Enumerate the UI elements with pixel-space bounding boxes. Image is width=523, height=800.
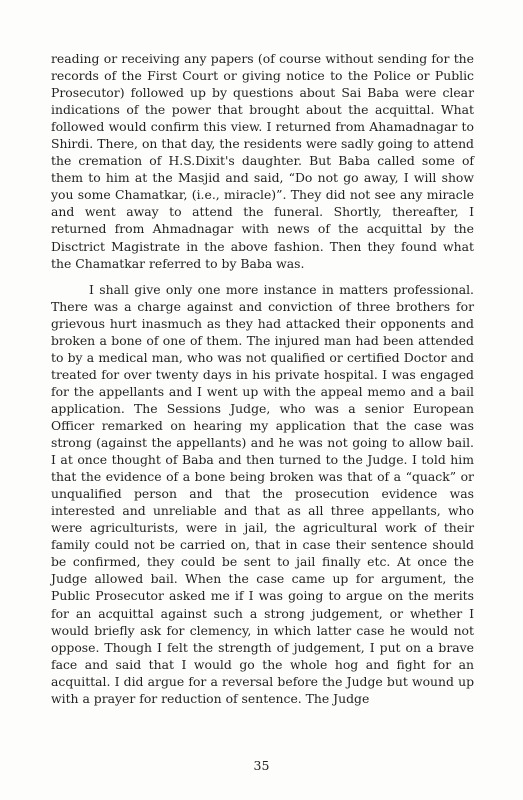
paragraph-continuation: reading or receiving any papers (of course without sending for the records of the First Court or giving notice to the Police or Public Prosecutor) followed up by questions about Sai Baba were clear indications of the power that brought about the acquittal. What followed would confirm this view. I returned from Ahamadnagar to Shirdi. There, on that day, the residents were sadly going to attend the cremation of H.S.Dixit's daughter. But Baba called some of them to him at the Masjid and said, “Do not go away, I will show you some Chamatkar, (i.e., miracle)”. They did not see any miracle and went away to attend the funeral. Shortly, thereafter, I returned from Ahmadnagar with news of the acquittal by the Disctrict Magistrate in the above fashion. Then they found what the Chamatkar referred to by Baba was.	[51, 51, 474, 271]
body-text	[51, 50, 474, 716]
paragraph-professional-instance: I shall give only one more instance in matters professional. There was a charge against and conviction of three brothers for grievous hurt inasmuch as they had attacked their opponents and broken a bone of one of them. The injured man had been attended to by a medical man, who was not qualified or certified Doctor and treated for over twenty days in his private hospital. I was engaged for the appellants and I went up with the appeal memo and a bail application. The Sessions Judge, who was a senior European Officer remarked on hearing my application that the case was strong (against the appellants) and he was not going to allow bail. I at once thought of Baba and then turned to the Judge. I told him that the evidence of a bone being broken was that of a “quack” or unqualified person and that the prosecution evidence was interested and unreliable and that as all three appellants, who were agriculturists, were in jail, the agricultural work of their family could not be carried on, that in case their sentence should be confirmed, they could be sent to jail finally etc. At once the Judge allowed bail. When the case came up for argument, the Public Prosecutor asked me if I was going to argue on the merits for an acquittal against such a strong judgement, or whether I would briefly ask for clemency, in which latter case he would not oppose. Though I felt the strength of judgement, I put on a brave face and said that I would go the whole hog and fight for an acquittal. I did argue for a reversal before the Judge but wound up with a prayer for reduction of sentence. The Judge	[51, 281, 474, 706]
page-number: 35	[253, 758, 270, 773]
